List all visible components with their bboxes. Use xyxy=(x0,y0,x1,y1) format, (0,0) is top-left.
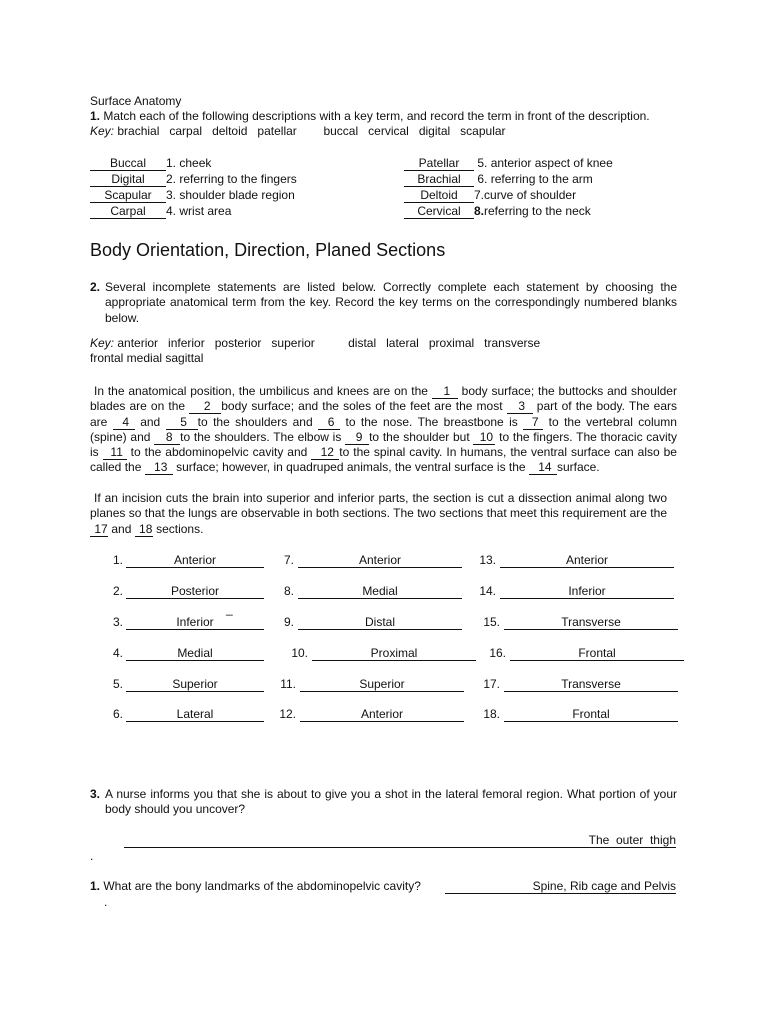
match-answer-3[interactable]: Scapular xyxy=(90,189,166,203)
blank-7[interactable]: 7 xyxy=(523,416,543,430)
q1-number: 1. xyxy=(90,109,101,123)
stray-mark: _ xyxy=(226,602,233,616)
match-desc: curve of shoulder xyxy=(484,188,577,202)
q2-key-line1 xyxy=(90,336,540,350)
para-text: to the shoulders. The elbow is xyxy=(180,429,342,444)
answer-field-1[interactable]: Anterior xyxy=(126,553,264,568)
match-num: 3. xyxy=(166,188,177,202)
match-num: 1. xyxy=(166,156,177,170)
match-answer-2[interactable]: Digital xyxy=(90,173,166,187)
q2-paragraph-2 xyxy=(90,491,667,537)
para-text: body surface; the buttocks and shoulder blades are on the xyxy=(90,384,677,414)
answer-field-14[interactable]: Inferior xyxy=(500,584,674,599)
q4-number: 1. xyxy=(90,879,101,893)
q2-paragraph-1 xyxy=(90,384,677,476)
q2-key-line2: frontal medial sagittal xyxy=(90,351,204,365)
blank-1[interactable]: 1 xyxy=(432,385,458,399)
answer-field-6[interactable]: Lateral xyxy=(126,707,264,722)
answer-number-17: 17. xyxy=(483,677,500,691)
para-text: In the anatomical position, the umbilicus and knees are on the xyxy=(94,384,428,398)
answer-number-8: 8. xyxy=(283,584,294,598)
match-item-2 xyxy=(90,172,297,187)
match-num: 2. xyxy=(166,172,177,186)
key-label: Key: xyxy=(90,336,115,350)
answer-number-16: 16. xyxy=(489,646,506,660)
q2-number-wrap xyxy=(90,280,100,294)
answer-field-13[interactable]: Anterior xyxy=(500,553,674,568)
answer-number-6: 6. xyxy=(112,707,123,721)
match-answer-7[interactable]: Deltoid xyxy=(404,189,474,203)
match-item-3 xyxy=(90,188,295,203)
q4-period: . xyxy=(104,895,108,909)
answer-field-10[interactable]: Proximal xyxy=(312,646,476,661)
para-text: to the spinal cavity. In humans, the ventral surface can also be called the xyxy=(90,445,677,475)
answer-number-1: 1. xyxy=(112,553,123,567)
answer-field-12[interactable]: Anterior xyxy=(300,707,464,722)
blank-9[interactable]: 9 xyxy=(345,431,369,445)
match-num: 7. xyxy=(474,188,485,202)
para-text: to the shoulder but xyxy=(369,429,470,444)
match-answer-1[interactable]: Buccal xyxy=(90,157,166,171)
blank-6[interactable]: 6 xyxy=(318,416,340,430)
answer-number-12: 12. xyxy=(279,707,296,721)
answer-field-18[interactable]: Frontal xyxy=(504,707,678,722)
blank-3[interactable]: 3 xyxy=(507,400,533,414)
match-num: 8. xyxy=(474,204,485,218)
para-text: and xyxy=(111,521,132,536)
q4-question: What are the bony landmarks of the abdominopelvic cavity? xyxy=(103,879,421,893)
answer-field-9[interactable]: Distal xyxy=(298,615,462,630)
q2-instruction: Several incomplete statements are listed below. Correctly complete each statement by choosing the appropriate anatomical term from the key. Record the key terms on the correspondingly numbered blanks below. xyxy=(105,280,677,325)
key-terms: anterior inferior posterior superior distal lateral proximal transverse xyxy=(117,336,541,350)
blank-13[interactable]: 13 xyxy=(145,461,173,475)
match-num: 4. xyxy=(166,204,177,218)
match-answer-4[interactable]: Carpal xyxy=(90,205,166,219)
blank-2[interactable]: 2 xyxy=(189,400,221,414)
answer-field-7[interactable]: Anterior xyxy=(298,553,462,568)
q3-question: A nurse informs you that she is about to give you a shot in the lateral femoral region. What portion of your body should you uncover? xyxy=(105,787,677,817)
q3-period: . xyxy=(90,849,94,863)
answer-number-11: 11. xyxy=(280,677,296,691)
match-item-4 xyxy=(90,204,231,219)
para-text: body surface; and the soles of the feet are the most xyxy=(221,399,503,414)
para-text: to the vertebral column (spine) and xyxy=(90,414,677,444)
answer-field-5[interactable]: Superior xyxy=(126,677,264,692)
blank-17[interactable]: 17 xyxy=(90,523,108,537)
q4-line xyxy=(90,879,421,893)
para-text: sections. xyxy=(156,521,204,536)
match-item-6 xyxy=(404,172,593,187)
answer-field-15[interactable]: Transverse xyxy=(504,615,678,630)
answer-number-14: 14. xyxy=(479,584,496,598)
answer-field-4[interactable]: Medial xyxy=(126,646,264,661)
match-desc: referring to the fingers xyxy=(179,172,297,186)
match-desc: referring to the neck xyxy=(484,204,591,218)
match-desc: cheek xyxy=(179,156,212,170)
q2-number: 2. xyxy=(90,280,101,294)
answer-number-2: 2. xyxy=(112,584,123,598)
answer-field-3[interactable]: Inferior xyxy=(126,615,264,630)
answer-number-18: 18. xyxy=(483,707,500,721)
match-desc: referring to the arm xyxy=(490,172,593,186)
blank-5[interactable]: 5 xyxy=(166,416,198,430)
q3-answer[interactable]: The outer thigh xyxy=(124,833,676,848)
answer-number-10: 10. xyxy=(291,646,308,660)
answer-number-15: 15. xyxy=(483,615,500,629)
match-desc: anterior aspect of knee xyxy=(490,156,613,170)
blank-4[interactable]: 4 xyxy=(113,416,135,430)
match-num: 6. xyxy=(477,172,488,186)
answer-field-11[interactable]: Superior xyxy=(300,677,464,692)
match-answer-5[interactable]: Patellar xyxy=(404,157,474,171)
match-item-5 xyxy=(404,156,613,171)
answer-field-8[interactable]: Medial xyxy=(298,584,462,599)
blank-12[interactable]: 12 xyxy=(311,446,339,460)
match-answer-6[interactable]: Brachial xyxy=(404,173,474,187)
q4-answer[interactable]: Spine, Rib cage and Pelvis xyxy=(445,879,676,894)
key-terms: brachial carpal deltoid patellar buccal cervical digital scapular xyxy=(117,124,506,138)
answer-number-3: 3. xyxy=(112,615,123,629)
para-text: to the fingers. The thoracic cavity is xyxy=(90,429,677,460)
q1-instruction-text: Match each of the following descriptions with a key term, and record the term in front of the description. xyxy=(103,109,650,123)
blank-14[interactable]: 14 xyxy=(529,461,557,475)
match-item-1 xyxy=(90,156,211,171)
para-text: and xyxy=(140,414,161,429)
section-heading: Body Orientation, Direction, Planed Sections xyxy=(90,240,446,260)
para-text: surface; however, in quadruped animals, the ventral surface is the xyxy=(176,460,526,475)
q3-number: 3. xyxy=(90,787,101,801)
blank-10[interactable]: 10 xyxy=(473,431,495,445)
para-text: part of the body. The ears are xyxy=(90,399,677,429)
q3-number-wrap xyxy=(90,787,100,801)
answer-number-5: 5. xyxy=(112,677,123,691)
answer-field-2[interactable]: Posterior xyxy=(126,584,264,599)
answer-number-9: 9. xyxy=(283,615,294,629)
answer-number-13: 13. xyxy=(479,553,496,567)
key-label: Key: xyxy=(90,124,115,138)
para-text: to the nose. The breastbone is xyxy=(345,414,518,429)
match-desc: shoulder blade region xyxy=(179,188,295,202)
match-answer-8[interactable]: Cervical xyxy=(404,205,474,219)
q1-instruction xyxy=(90,109,650,123)
match-item-7 xyxy=(404,188,576,203)
blank-11[interactable]: 11 xyxy=(103,446,127,460)
para-text: If an incision cuts the brain into superior and inferior parts, the section is cut a dissection animal along two planes so that the lungs are observable in both sections. The two sections that meet this requirement are the xyxy=(90,491,667,521)
para-text: to the abdominopelvic cavity and xyxy=(130,445,308,460)
answer-number-4: 4. xyxy=(112,646,123,660)
answer-number-7: 7. xyxy=(283,553,294,567)
q1-key xyxy=(90,124,506,138)
para-text: surface. xyxy=(556,460,600,475)
match-item-8 xyxy=(404,204,591,219)
answer-field-17[interactable]: Transverse xyxy=(504,677,678,692)
match-num: 5. xyxy=(477,156,488,170)
section-title: Surface Anatomy xyxy=(90,94,182,108)
answer-field-16[interactable]: Frontal xyxy=(510,646,684,661)
match-desc: wrist area xyxy=(179,204,232,218)
blank-18[interactable]: 18 xyxy=(135,523,153,537)
para-text: to the shoulders and xyxy=(197,414,313,429)
blank-8[interactable]: 8 xyxy=(154,431,180,445)
